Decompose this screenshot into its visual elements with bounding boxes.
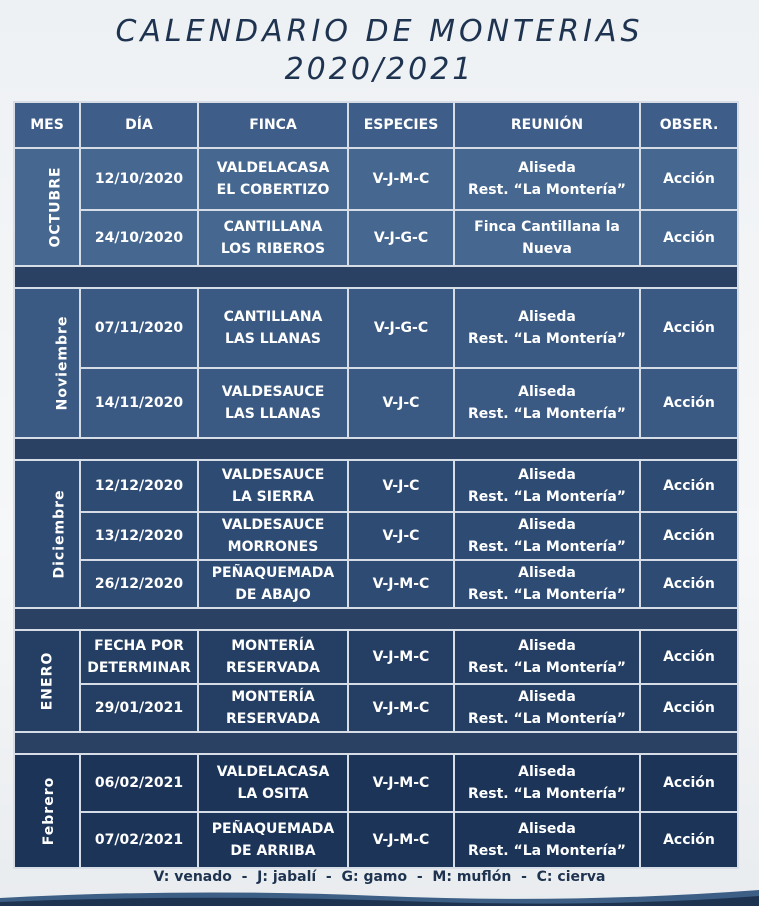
cell-dia: 12/10/2020: [80, 148, 198, 210]
month-label-enero: ENERO: [14, 630, 80, 732]
table-row: [14, 560, 738, 608]
cell-finca: VALDESAUCE LAS LLANAS: [198, 368, 348, 438]
cell-reunion: Aliseda Rest. “La Montería”: [454, 630, 640, 684]
cell-reunion: Finca Cantillana la Nueva: [454, 210, 640, 266]
decorative-wave: [0, 884, 759, 906]
cell-reunion: Aliseda Rest. “La Montería”: [454, 812, 640, 868]
section-divider: [14, 732, 738, 754]
section-divider: [14, 266, 738, 288]
cell-obser: Acción: [640, 684, 738, 732]
cell-reunion: Aliseda Rest. “La Montería”: [454, 754, 640, 812]
month-label-noviembre: Noviembre: [14, 288, 80, 438]
table-row: [14, 812, 738, 868]
month-label-febrero: Febrero: [14, 754, 80, 868]
page-title: CALENDARIO DE MONTERIAS: [115, 14, 644, 49]
cell-dia: 07/11/2020: [80, 288, 198, 368]
cell-obser: Acción: [640, 630, 738, 684]
cell-especies: V-J-M-C: [348, 560, 454, 608]
page-subtitle-year: 2020/2021: [284, 52, 475, 87]
cell-especies: V-J-M-C: [348, 148, 454, 210]
cell-reunion: Aliseda Rest. “La Montería”: [454, 560, 640, 608]
cell-obser: Acción: [640, 460, 738, 512]
cell-finca: VALDESAUCE MORRONES: [198, 512, 348, 560]
table-row: [14, 460, 738, 512]
cell-obser: Acción: [640, 210, 738, 266]
cell-finca: PEÑAQUEMADA DE ABAJO: [198, 560, 348, 608]
table-row: [14, 288, 738, 368]
cell-dia: 13/12/2020: [80, 512, 198, 560]
cell-finca: VALDESAUCE LA SIERRA: [198, 460, 348, 512]
table-row: [14, 512, 738, 560]
cell-especies: V-J-C: [348, 512, 454, 560]
cell-especies: V-J-G-C: [348, 288, 454, 368]
cell-finca: MONTERÍA RESERVADA: [198, 684, 348, 732]
cell-finca: CANTILLANA LOS RIBEROS: [198, 210, 348, 266]
table-row: [14, 684, 738, 732]
cell-obser: Acción: [640, 148, 738, 210]
cell-obser: Acción: [640, 754, 738, 812]
cell-dia: 12/12/2020: [80, 460, 198, 512]
cell-reunion: Aliseda Rest. “La Montería”: [454, 288, 640, 368]
cell-finca: PEÑAQUEMADA DE ARRIBA: [198, 812, 348, 868]
header-obser: OBSER.: [640, 102, 738, 148]
table-row: [14, 148, 738, 210]
cell-reunion: Aliseda Rest. “La Montería”: [454, 512, 640, 560]
cell-finca: VALDELACASA LA OSITA: [198, 754, 348, 812]
cell-dia: 26/12/2020: [80, 560, 198, 608]
cell-finca: MONTERÍA RESERVADA: [198, 630, 348, 684]
cell-dia: 06/02/2021: [80, 754, 198, 812]
cell-reunion: Aliseda Rest. “La Montería”: [454, 684, 640, 732]
cell-dia: 14/11/2020: [80, 368, 198, 438]
table-row: [14, 368, 738, 438]
cell-especies: V-J-M-C: [348, 754, 454, 812]
cell-especies: V-J-M-C: [348, 630, 454, 684]
header-mes: MES: [14, 102, 80, 148]
cell-reunion: Aliseda Rest. “La Montería”: [454, 460, 640, 512]
cell-especies: V-J-M-C: [348, 812, 454, 868]
cell-especies: V-J-C: [348, 460, 454, 512]
cell-finca: CANTILLANA LAS LLANAS: [198, 288, 348, 368]
header-finca: FINCA: [198, 102, 348, 148]
table-row: [14, 630, 738, 684]
cell-dia: 07/02/2021: [80, 812, 198, 868]
month-label-diciembre: Diciembre: [14, 460, 80, 608]
header-row: [14, 102, 738, 148]
section-divider: [14, 608, 738, 630]
cell-finca: VALDELACASA EL COBERTIZO: [198, 148, 348, 210]
cell-obser: Acción: [640, 512, 738, 560]
cell-dia: 29/01/2021: [80, 684, 198, 732]
cell-especies: V-J-C: [348, 368, 454, 438]
header-reunion: REUNIÓN: [454, 102, 640, 148]
cell-especies: V-J-G-C: [348, 210, 454, 266]
cell-reunion: Aliseda Rest. “La Montería”: [454, 368, 640, 438]
table-row: [14, 754, 738, 812]
species-legend: V: venado - J: jabalí - G: gamo - M: muflón - C: cierva: [153, 869, 606, 885]
cell-especies: V-J-M-C: [348, 684, 454, 732]
header-especies: ESPECIES: [348, 102, 454, 148]
cell-dia: 24/10/2020: [80, 210, 198, 266]
header-dia: DÍA: [80, 102, 198, 148]
cell-reunion: Aliseda Rest. “La Montería”: [454, 148, 640, 210]
cell-obser: Acción: [640, 288, 738, 368]
cell-obser: Acción: [640, 368, 738, 438]
cell-obser: Acción: [640, 560, 738, 608]
section-divider: [14, 438, 738, 460]
cell-dia: FECHA POR DETERMINAR: [80, 630, 198, 684]
month-label-octubre: OCTUBRE: [14, 148, 80, 266]
table-row: [14, 210, 738, 266]
calendar-table: [13, 101, 739, 869]
cell-obser: Acción: [640, 812, 738, 868]
